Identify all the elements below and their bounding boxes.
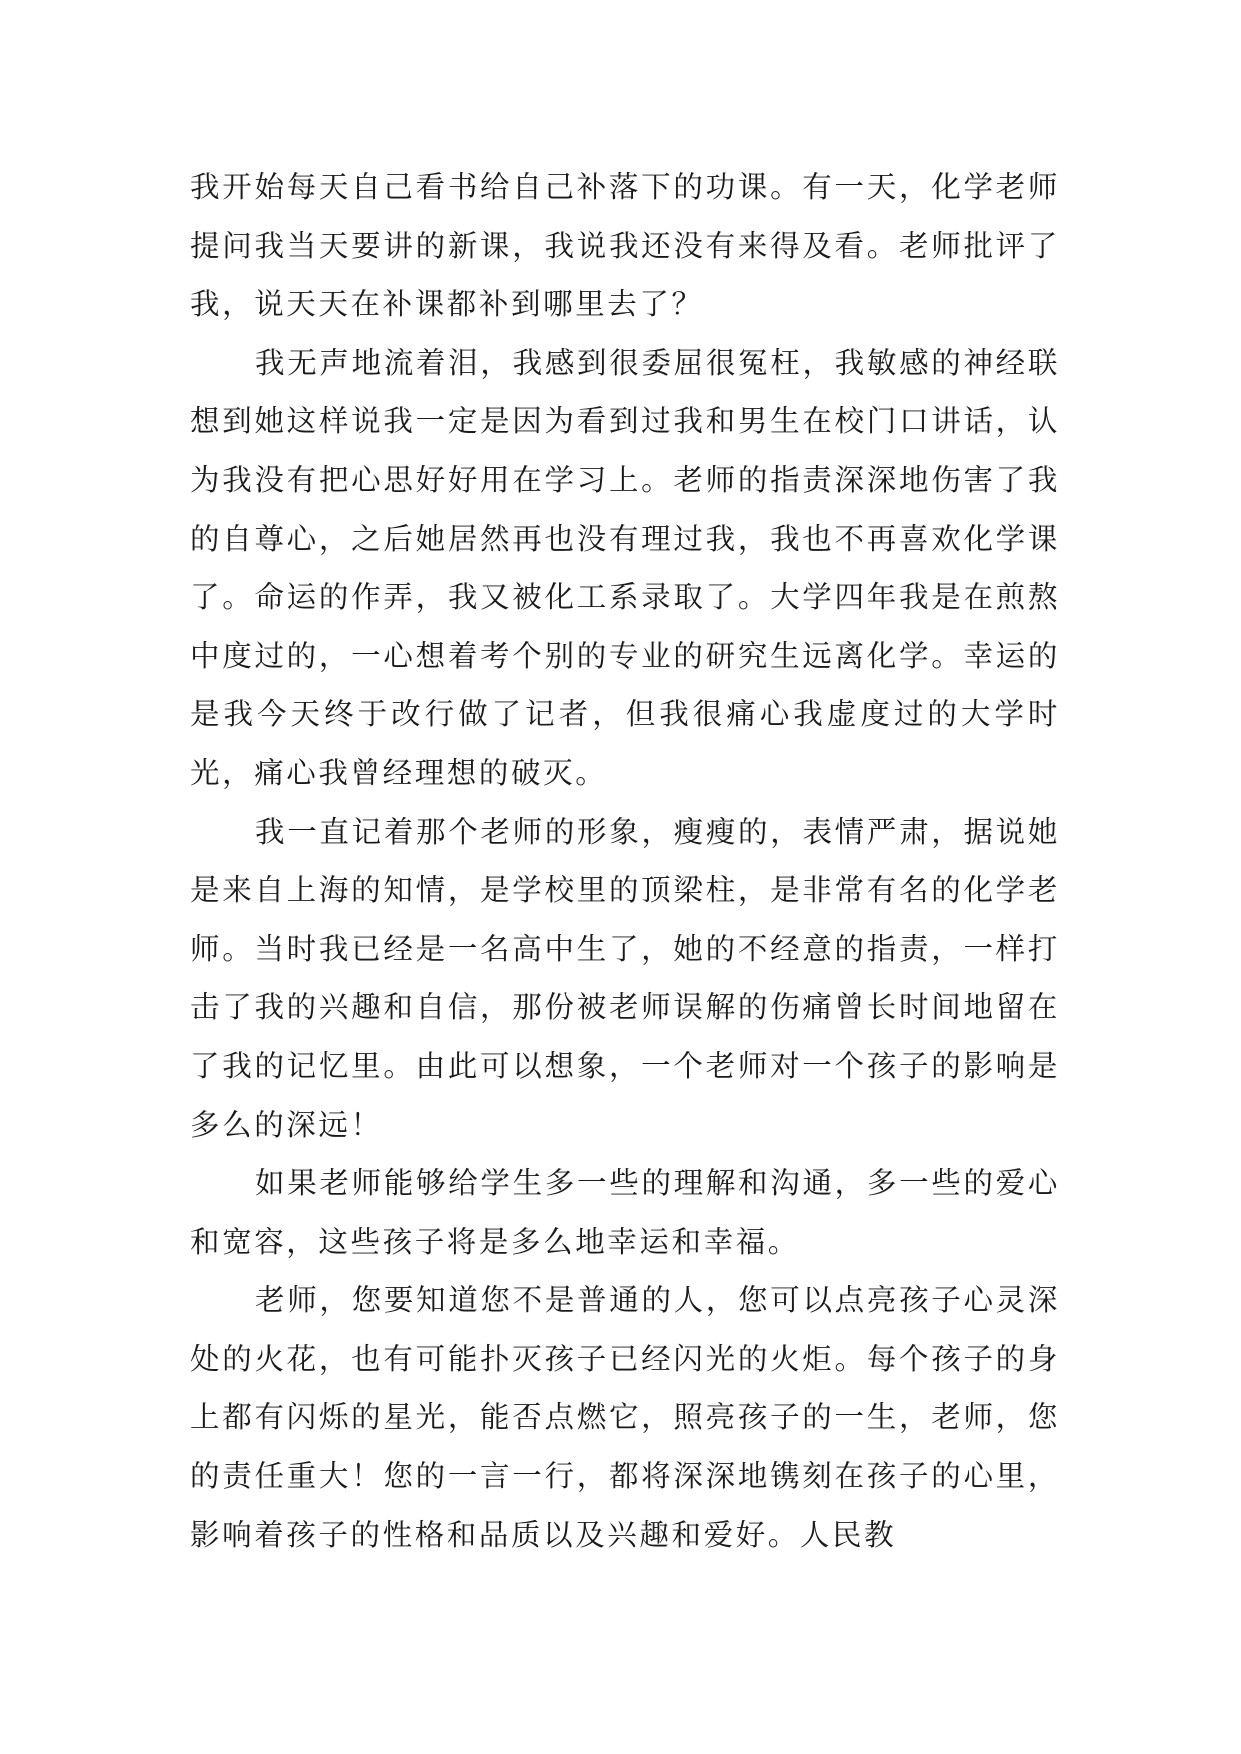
paragraph-3: 我一直记着那个老师的形象，瘦瘦的，表情严肃，据说她是来自上海的知情，是学校里的顶梁柱，是非常有名的化学老师。当时我已经是一名高中生了，她的不经意的指责，一样打击了我的兴趣和自信，那份被老师误解的伤痛曾长时间地留在了我的记忆里。由此可以想象，一个老师对一个孩子的影响是多么的深远！ (190, 814, 1060, 1142)
paragraph-4: 如果老师能够给学生多一些的理解和沟通，多一些的爱心和宽容，这些孩子将是多么地幸运和幸福。 (190, 1166, 1060, 1259)
paragraph-5: 老师，您要知道您不是普通的人，您可以点亮孩子心灵深处的火花，也有可能扑灭孩子已经闪光的火炬。每个孩子的身上都有闪烁的星光，能否点燃它，照亮孩子的一生，老师，您的责任重大！您的一言一行，都将深深地镌刻在孩子的心里，影响着孩子的性格和品质以及兴趣和爱好。人民教 (190, 1283, 1060, 1552)
document-body (190, 158, 1060, 1564)
paragraph-2: 我无声地流着泪，我感到很委屈很冤枉，我敏感的神经联想到她这样说我一定是因为看到过我和男生在校门口讲话，认为我没有把心思好好用在学习上。老师的指责深深地伤害了我的自尊心，之后她居然再也没有理过我，我也不再喜欢化学课了。命运的作弄，我又被化工系录取了。大学四年我是在煎熬中度过的，一心想着考个别的专业的研究生远离化学。幸运的是我今天终于改行做了记者，但我很痛心我虚度过的大学时光，痛心我曾经理想的破灭。 (190, 345, 1060, 790)
paragraph-1: 我开始每天自己看书给自己补落下的功课。有一天，化学老师提问我当天要讲的新课，我说我还没有来得及看。老师批评了我，说天天在补课都补到哪里去了？ (190, 170, 1060, 322)
